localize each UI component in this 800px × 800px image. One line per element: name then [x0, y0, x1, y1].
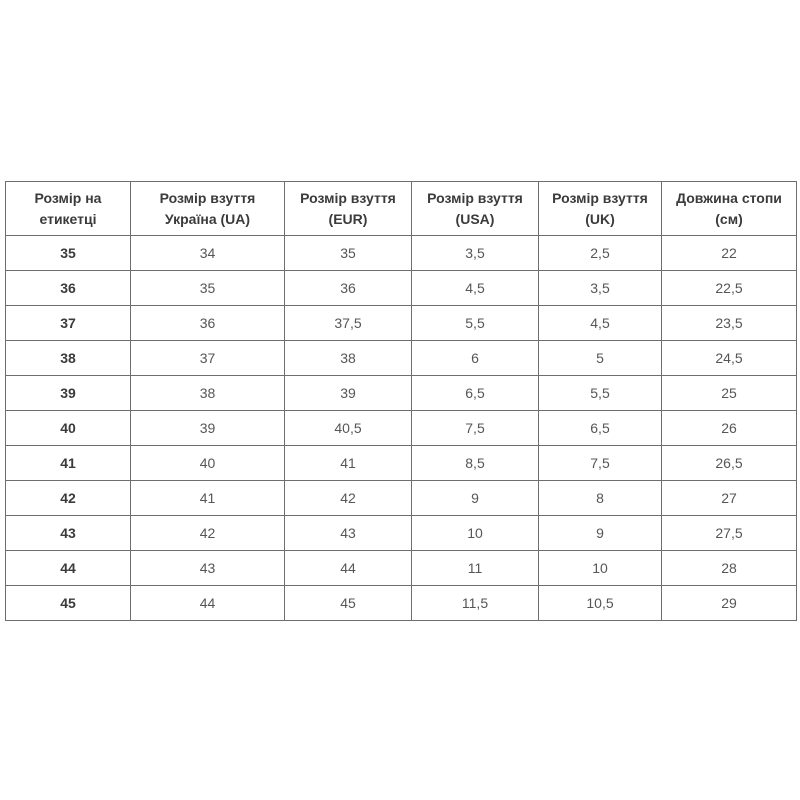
size-value-cell: 2,5	[539, 236, 662, 271]
column-header-4: Розмір взуття (UK)	[539, 182, 662, 236]
label-size-cell: 36	[6, 271, 131, 306]
table-row	[6, 481, 797, 516]
label-size-cell: 45	[6, 586, 131, 621]
size-value-cell: 11	[412, 551, 539, 586]
size-value-cell: 40,5	[285, 411, 412, 446]
size-value-cell: 41	[285, 446, 412, 481]
size-value-cell: 36	[285, 271, 412, 306]
size-value-cell: 6	[412, 341, 539, 376]
size-value-cell: 8,5	[412, 446, 539, 481]
size-value-cell: 44	[131, 586, 285, 621]
size-value-cell: 8	[539, 481, 662, 516]
size-value-cell: 40	[131, 446, 285, 481]
column-header-2: Розмір взуття (EUR)	[285, 182, 412, 236]
size-value-cell: 41	[131, 481, 285, 516]
column-header-1: Розмір взуття Україна (UA)	[131, 182, 285, 236]
label-size-cell: 35	[6, 236, 131, 271]
size-value-cell: 3,5	[539, 271, 662, 306]
size-value-cell: 38	[285, 341, 412, 376]
size-value-cell: 28	[662, 551, 797, 586]
size-value-cell: 9	[412, 481, 539, 516]
label-size-cell: 37	[6, 306, 131, 341]
table-row	[6, 586, 797, 621]
table-row	[6, 516, 797, 551]
table-row	[6, 446, 797, 481]
size-value-cell: 3,5	[412, 236, 539, 271]
size-value-cell: 44	[285, 551, 412, 586]
size-value-cell: 26	[662, 411, 797, 446]
size-value-cell: 7,5	[412, 411, 539, 446]
size-value-cell: 38	[131, 376, 285, 411]
table-row	[6, 271, 797, 306]
shoe-size-conversion-table	[5, 181, 797, 621]
label-size-cell: 42	[6, 481, 131, 516]
size-value-cell: 42	[131, 516, 285, 551]
size-value-cell: 4,5	[539, 306, 662, 341]
size-value-cell: 35	[285, 236, 412, 271]
size-value-cell: 27	[662, 481, 797, 516]
size-value-cell: 4,5	[412, 271, 539, 306]
label-size-cell: 38	[6, 341, 131, 376]
label-size-cell: 40	[6, 411, 131, 446]
size-value-cell: 22	[662, 236, 797, 271]
size-value-cell: 5	[539, 341, 662, 376]
column-header-0: Розмір на етикетці	[6, 182, 131, 236]
size-value-cell: 24,5	[662, 341, 797, 376]
size-value-cell: 43	[285, 516, 412, 551]
size-value-cell: 11,5	[412, 586, 539, 621]
size-value-cell: 5,5	[539, 376, 662, 411]
table-row	[6, 551, 797, 586]
size-value-cell: 10	[412, 516, 539, 551]
table-row	[6, 306, 797, 341]
size-value-cell: 6,5	[412, 376, 539, 411]
label-size-cell: 41	[6, 446, 131, 481]
table-row	[6, 236, 797, 271]
size-value-cell: 23,5	[662, 306, 797, 341]
table-row	[6, 341, 797, 376]
size-value-cell: 37,5	[285, 306, 412, 341]
size-value-cell: 25	[662, 376, 797, 411]
size-value-cell: 42	[285, 481, 412, 516]
column-header-3: Розмір взуття (USA)	[412, 182, 539, 236]
table-row	[6, 376, 797, 411]
size-value-cell: 39	[285, 376, 412, 411]
size-value-cell: 35	[131, 271, 285, 306]
column-header-5: Довжина стопи (см)	[662, 182, 797, 236]
size-value-cell: 7,5	[539, 446, 662, 481]
size-value-cell: 36	[131, 306, 285, 341]
size-value-cell: 22,5	[662, 271, 797, 306]
size-value-cell: 10	[539, 551, 662, 586]
size-value-cell: 37	[131, 341, 285, 376]
size-value-cell: 10,5	[539, 586, 662, 621]
size-value-cell: 29	[662, 586, 797, 621]
size-value-cell: 34	[131, 236, 285, 271]
table-header-row	[6, 182, 797, 236]
size-value-cell: 5,5	[412, 306, 539, 341]
size-value-cell: 43	[131, 551, 285, 586]
size-value-cell: 6,5	[539, 411, 662, 446]
label-size-cell: 43	[6, 516, 131, 551]
table-row	[6, 411, 797, 446]
size-value-cell: 9	[539, 516, 662, 551]
size-value-cell: 27,5	[662, 516, 797, 551]
label-size-cell: 39	[6, 376, 131, 411]
size-value-cell: 45	[285, 586, 412, 621]
size-value-cell: 26,5	[662, 446, 797, 481]
label-size-cell: 44	[6, 551, 131, 586]
size-value-cell: 39	[131, 411, 285, 446]
